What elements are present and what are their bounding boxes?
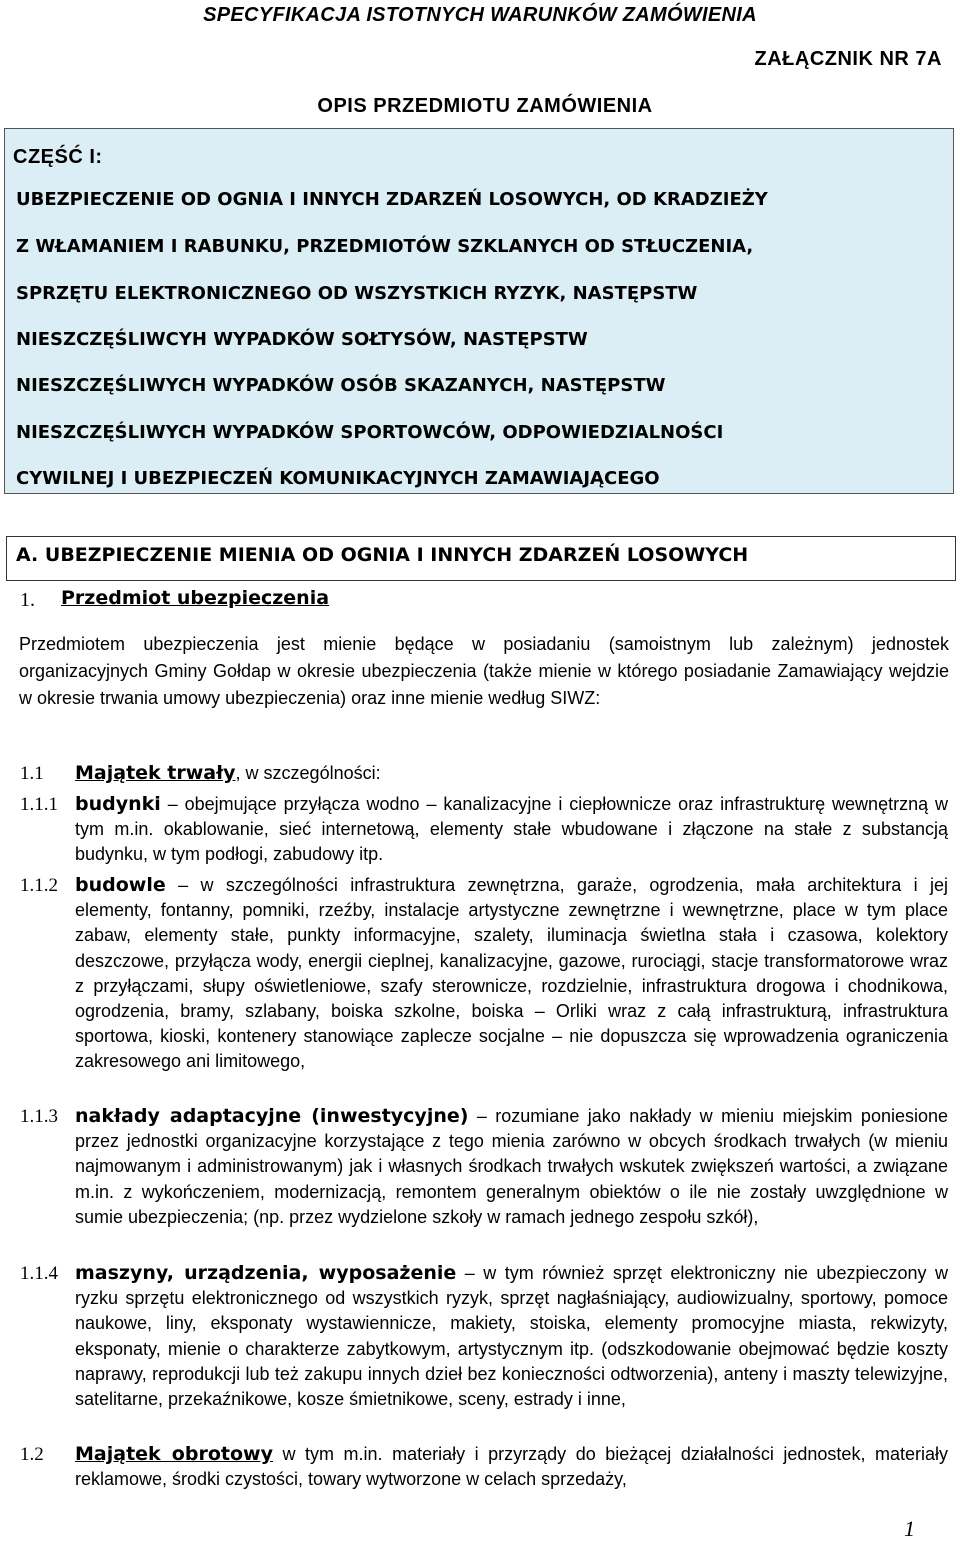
section-heading: OPIS PRZEDMIOTU ZAMÓWIENIA (317, 95, 653, 117)
part-line: NIESZCZĘŚLIWYCH WYPADKÓW OSÓB SKAZANYCH, NASTĘPSTW (16, 375, 666, 396)
item-title: maszyny, urządzenia, wyposażenie (75, 1262, 457, 1284)
item-body: , w szczególności: (235, 763, 381, 783)
item-number: 1.1.4 (20, 1263, 58, 1284)
item-body: – obejmujące przyłącza wodno – kanalizacyjne i ciepłownicze oraz infrastrukturę wewnętrzną w tym m.in. okablowanie, sieć internetową, elementy stałe wbudowane i złączone na stałe z substancją budynku, w tym podłogi, zabudowy itp. (75, 794, 948, 865)
page-number: 1 (904, 1516, 915, 1541)
part-line: SPRZĘTU ELEKTRONICZNEGO OD WSZYSTKICH RYZYK, NASTĘPSTW (16, 283, 698, 304)
item-number: 1.1.1 (20, 794, 58, 815)
part-line: NIESZCZĘŚLIWCYH WYPADKÓW SOŁTYSÓW, NASTĘPSTW (16, 329, 588, 350)
item-title: budowle (75, 874, 166, 896)
item-number: 1.1.3 (20, 1106, 58, 1127)
item-number: 1.1 (20, 763, 44, 784)
part-line: NIESZCZĘŚLIWYCH WYPADKÓW SPORTOWCÓW, ODPOWIEDZIALNOŚCI (16, 422, 724, 443)
section-number: 1. (20, 589, 35, 611)
list-item (75, 1442, 948, 1492)
part-label: CZĘŚĆ I: (13, 146, 103, 168)
item-body: – rozumiane jako nakłady w mieniu miejskim poniesione przez jednostki organizacyjne korzystające z tego mienia zarówno w obcych środkach trwałych (w mieniu najmowanym i administrowanym) jak i własnych środkach trwałych wskutek zwiększeń wartości, a związane m.in. z wykończeniem, modernizacją, remontem generalnym obiektów o ile nie zostały uwzględnione w sumie ubezpieczenia; (np. przez wydzielone szkoły w ramach jednego zespołu szkół), (75, 1106, 949, 1227)
item-title: budynki (75, 793, 161, 815)
part-line: UBEZPIECZENIE OD OGNIA I INNYCH ZDARZEŃ LOSOWYCH, OD KRADZIEŻY (16, 189, 768, 210)
item-number: 1.1.2 (20, 875, 58, 896)
section-title: Przedmiot ubezpieczenia (61, 587, 330, 609)
section-a-title: A. UBEZPIECZENIE MIENIA OD OGNIA I INNYCH ZDARZEŃ LOSOWYCH (16, 544, 749, 566)
item-title: Majątek obrotowy (75, 1443, 273, 1465)
intro-paragraph: Przedmiotem ubezpieczenia jest mienie będące w posiadaniu (samoistnym lub zależnym) jednostek organizacyjnych Gminy Gołdap w okresie ubezpieczenia (także mienie w którego posiadanie Zamawiający wejdzie w okresie trwania umowy ubezpieczenia) oraz inne mienie według SIWZ: (19, 634, 949, 709)
list-item (75, 873, 948, 1075)
document-header-title: SPECYFIKACJA ISTOTNYCH WARUNKÓW ZAMÓWIENIA (203, 4, 757, 26)
item-number: 1.2 (20, 1444, 44, 1465)
annex-number: ZAŁĄCZNIK NR 7A (754, 48, 942, 70)
item-body: – w szczególności infrastruktura zewnętrzna, garaże, ogrodzenia, mała architektura i jej elementy, fontanny, pomniki, rzeźby, instalacje artystyczne zewnętrzne i wewnętrzne, place w tym place zabaw, elementy stałe, punkty informacyjne, szalety, iluminacja świetlna stała i czasowa, kolektory deszczowe, przyłącza wody, energii cieplnej, kanalizacyjne, gazowe, rurociągi, stacje transformatorowe wraz z przyłączami, słupy oświetleniowe, szafy sterownicze, rozdzielnie, infrastruktura drogowa i chodnikowa, ogrodzenia, bramy, szlabany, boiska szkolne, boiska – Orliki wraz z całą infrastrukturą, infrastruktura sportowa, kioski, kontenery stanowiące zaplecze socjalne – nie dopuszcza się wprowadzenia ograniczenia zakresowego ani limitowego, (75, 875, 948, 1072)
list-item (75, 1104, 948, 1230)
part-line: CYWILNEJ I UBEZPIECZEŃ KOMUNIKACYJNYCH ZAMAWIAJĄCEGO (16, 468, 660, 489)
list-item (75, 792, 948, 868)
item-body: – w tym również sprzęt elektroniczny nie ubezpieczony w ryzku sprzętu elektronicznego od wszystkich ryzyk, sprzęt nagłaśniający, audiowizualny, sportowy, pomoce naukowe, liny, eksponaty wystawiennicze, makiety, stoiska, elementy promocyjne miasta, rekwizyty, eksponaty, mienie o charakterze zabytkowym, artystycznym itp. (odszkodowanie obejmować będzie koszty naprawy, reprodukcji lub też zakupu innych dzieł bez konieczności odtworzenia), anteny i maszty telewizyjne, satelitarne, przekaźnikowe, kosze śmietnikowe, sceny, estrady i inne, (75, 1263, 948, 1410)
part-line: Z WŁAMANIEM I RABUNKU, PRZEDMIOTÓW SZKLANYCH OD STŁUCZENIA, (16, 236, 754, 257)
item-title: nakłady adaptacyjne (inwestycyjne) (75, 1105, 469, 1127)
list-item (75, 1261, 948, 1412)
item-title: Majątek trwały (75, 762, 236, 784)
list-item (75, 761, 948, 786)
item-body: w tym m.in. materiały i przyrządy do bieżącej działalności jednostek, materiały reklamowe, środki czystości, towary wytworzone w celach sprzedaży, (75, 1444, 948, 1490)
